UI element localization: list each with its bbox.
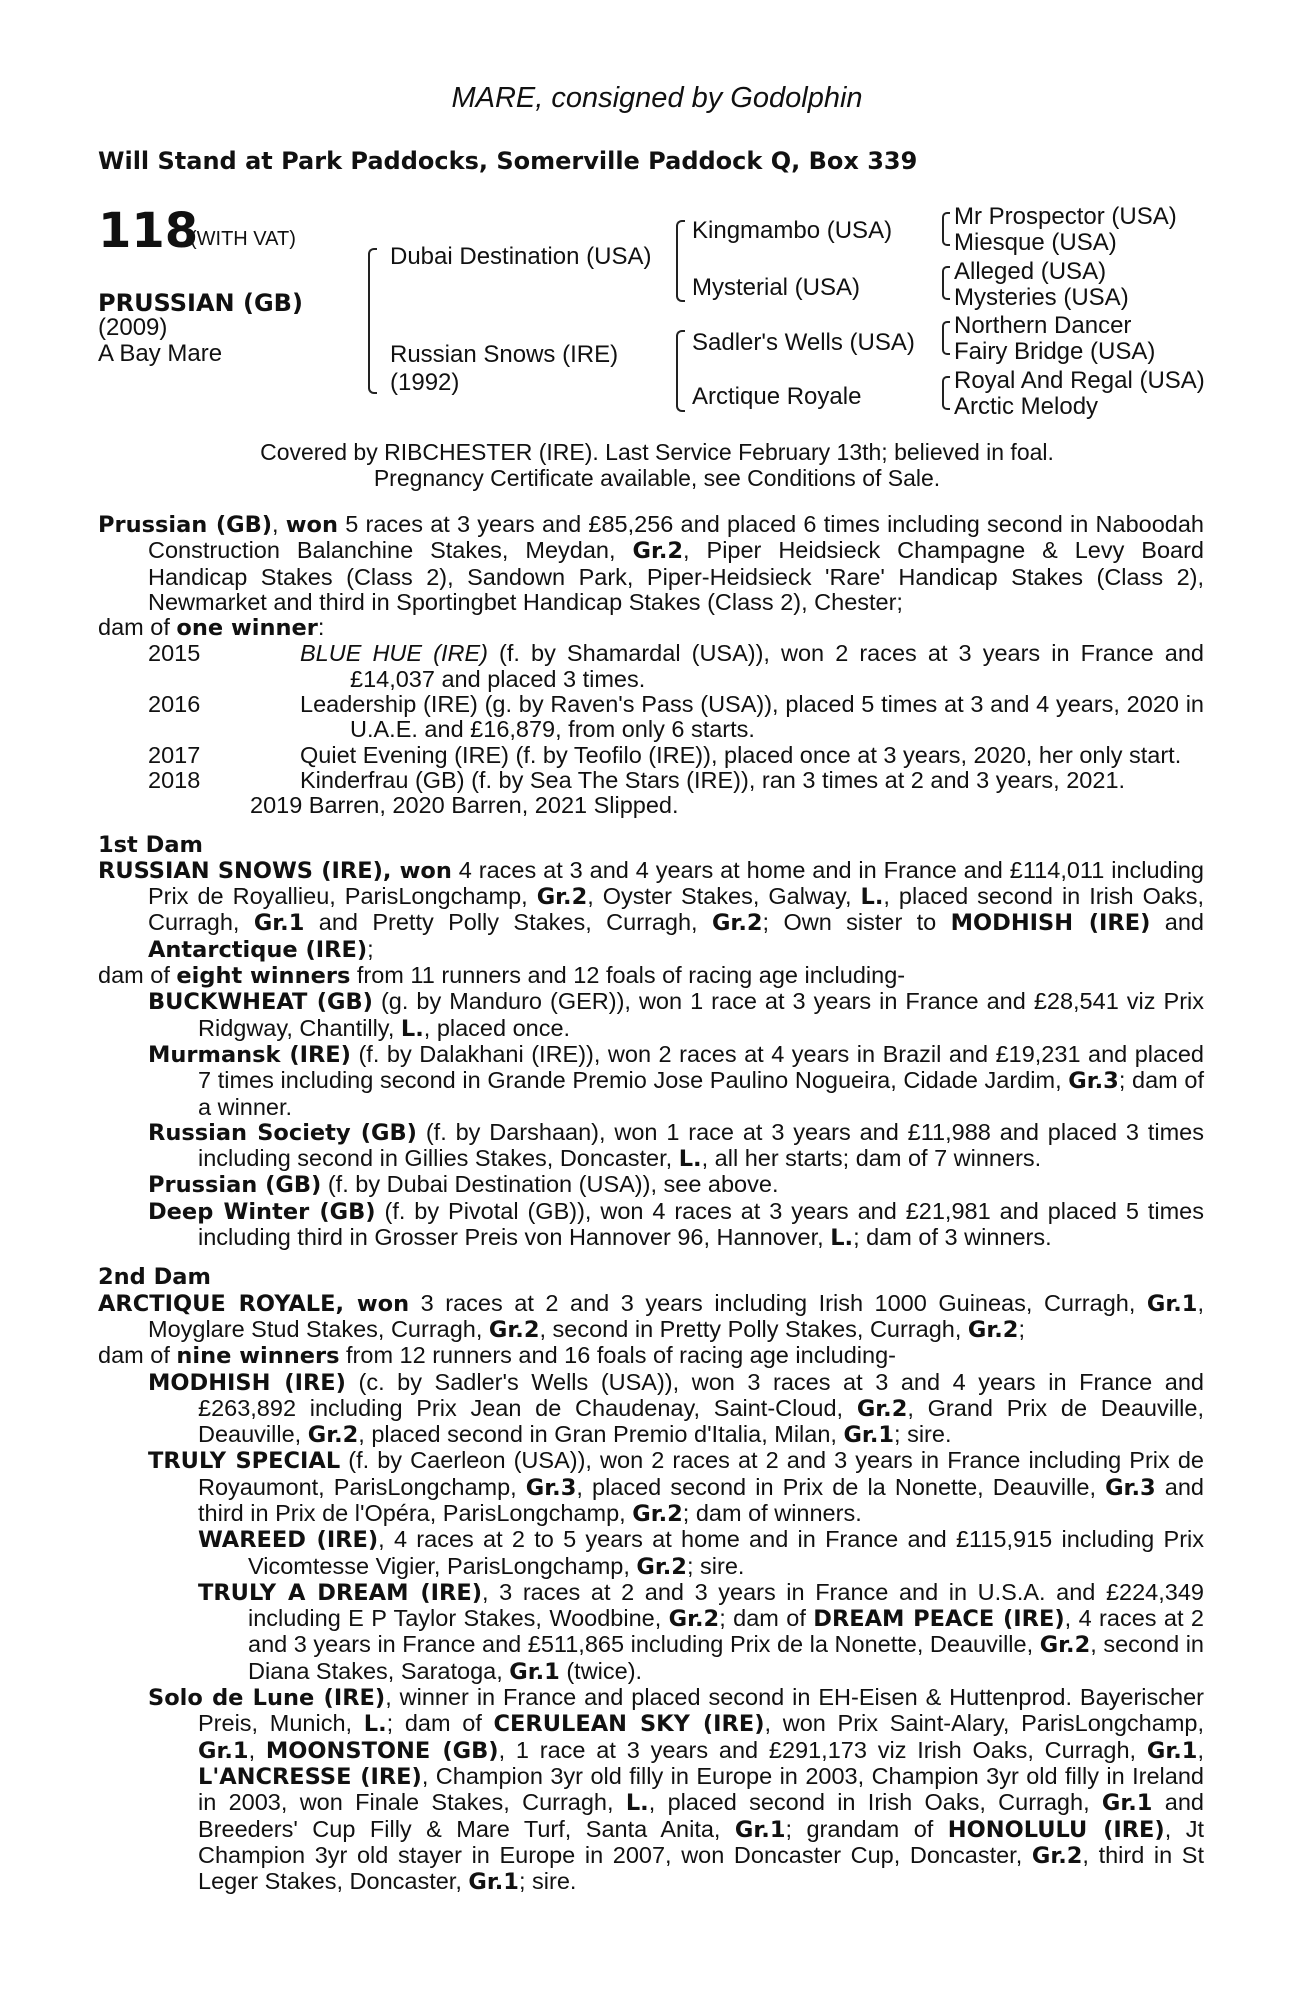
pedigree-dds: Royal And Regal (USA) — [954, 367, 1205, 394]
first-dam-produce: Prussian (GB) (f. by Dubai Destination (USA)), see above. — [148, 1171, 779, 1199]
pedigree-dss: Northern Dancer — [954, 312, 1132, 339]
pedigree-dam-dam: Arctique Royale — [692, 383, 862, 410]
pedigree-dam-sire: Sadler's Wells (USA) — [692, 329, 915, 356]
pregnancy-line: Pregnancy Certificate available, see Conditions of Sale. — [373, 465, 941, 491]
pedigree-brace — [676, 330, 685, 412]
second-dam-dam-of: dam of nine winners from 12 runners and 16 foals of racing age including- — [98, 1342, 896, 1370]
produce-row: 2018 Kinderfrau (GB) (f. by Sea The Stars (IRE)), ran 3 times at 2 and 3 years, 2021. — [148, 766, 1126, 793]
first-dam-produce: BUCKWHEAT (GB) (g. by Manduro (GER)), won 1 race at 3 years in France and £28,541 viz Prix Ridgway, Chantilly, L., placed once. — [148, 988, 1204, 1042]
horse-record: Prussian (GB), won 5 races at 3 years and £85,256 and placed 6 times including second in Naboodah Construction Balanchine Stakes, Meydan, Gr.2, Piper Heidsieck Champagne & Levy Board Handicap Stakes (Class 2), Sandown Park, Piper-Heidsieck 'Rare' Handicap Stakes (Class 2), Newmarket and third in Sportingbet Handicap Stakes (Class 2), Chester; — [98, 511, 1205, 615]
second-dam-heading: 2nd Dam — [98, 1264, 211, 1291]
lot-number: 118 — [98, 203, 199, 259]
second-dam-record: ARCTIQUE ROYALE, won 3 races at 2 and 3 years including Irish 1000 Guineas, Curragh, Gr.1, Moyglare Stud Stakes, Curragh, Gr.2, second in Pretty Polly Stakes, Curragh, Gr.2; — [98, 1289, 1204, 1343]
pedigree-sire-dam: Mysterial (USA) — [692, 274, 861, 301]
first-dam-produce: Murmansk (IRE) (f. by Dalakhani (IRE)), won 2 races at 4 years in Brazil and £19,231 and placed 7 times including second in Grande Premio Jose Paulino Nogueira, Cidade Jardim, Gr.3; dam of a winner. — [148, 1040, 1204, 1120]
barren-note: 2019 Barren, 2020 Barren, 2021 Slipped. — [250, 792, 679, 819]
first-dam-heading: 1st Dam — [98, 831, 203, 858]
first-dam-produce: Russian Society (GB) (f. by Darshaan), won 1 race at 3 years and £11,988 and placed 3 times including second in Gillies Stakes, Doncaster, L., all her starts; dam of 7 winners. — [148, 1118, 1205, 1173]
pedigree-brace — [676, 220, 685, 302]
second-dam-produce: MODHISH (IRE) (c. by Sadler's Wells (USA)), won 3 races at 3 and 4 years in France and £263,892 including Prix Jean de Chaudenay, Saint-Cloud, Gr.2, Grand Prix de Deauville, Deauville, Gr.2, placed second in Gran Premio d'Italia, Milan, Gr.1; sire. — [148, 1368, 1205, 1449]
horse-year: (2009) — [98, 314, 168, 341]
stand-location: Will Stand at Park Paddocks, Somerville Paddock Q, Box 339 — [98, 147, 918, 175]
third-generation-produce: TRULY A DREAM (IRE), 3 races at 2 and 3 years in France and in U.S.A. and £224,349 including E P Taylor Stakes, Woodbine, Gr.2; dam of DREAM PEACE (IRE), 4 races at 2 and 3 years in France and £511,865 including Prix de la Nonette, Deauville, Gr.2, second in Diana Stakes, Saratoga, Gr.1 (twice). — [198, 1578, 1204, 1685]
horse-description: A Bay Mare — [98, 340, 223, 367]
produce-row: 2017 Quiet Evening (IRE) (f. by Teofilo (IRE)), placed once at 3 years, 2020, her only start. — [148, 741, 1182, 768]
covered-line: Covered by RIBCHESTER (IRE). Last Service February 13th; believed in foal. — [260, 439, 1054, 465]
pedigree-dam: Russian Snows (IRE) — [390, 341, 619, 368]
pedigree-ddd: Arctic Melody — [954, 393, 1099, 420]
first-dam-record: RUSSIAN SNOWS (IRE), won 4 races at 3 and 4 years at home and in France and £114,011 including Prix de Royallieu, ParisLongchamp, Gr.2, Oyster Stakes, Galway, L., placed second in Irish Oaks, Curragh, Gr.1 and Pretty Polly Stakes, Curragh, Gr.2; Own sister to MODHISH (IRE) and Antarctique (IRE); — [98, 856, 1204, 963]
catalogue-body — [98, 512, 1204, 1895]
page-title: MARE, consigned by Godolphin — [451, 82, 863, 114]
pedigree-sss: Mr Prospector (USA) — [954, 203, 1177, 230]
produce-row: 2015 BLUE HUE (IRE) (f. by Shamardal (USA)), won 2 races at 3 years in France and £14,037 and placed 3 times. — [148, 640, 1205, 692]
pedigree-sds: Alleged (USA) — [954, 258, 1107, 285]
horse-dam-of: dam of one winner: — [98, 614, 325, 642]
second-dam-produce: Solo de Lune (IRE), winner in France and placed second in EH-Eisen & Huttenprod. Bayerischer Preis, Munich, L.; dam of CERULEAN SKY (IRE), won Prix Saint-Alary, ParisLongchamp, Gr.1, MOONSTONE (GB), 1 race at 3 years and £291,173 viz Irish Oaks, Curragh, Gr.1, L'ANCRESSE (IRE), Champion 3yr old filly in Europe in 2003, Champion 3yr old filly in Ireland in 2003, won Finale Stakes, Curragh, L., placed second in Irish Oaks, Curragh, Gr.1 and Breeders' Cup Filly & Mare Turf, Santa Anita, Gr.1; grandam of HONOLULU (IRE), Jt Champion 3yr old stayer in Europe in 2007, won Doncaster Cup, Doncaster, Gr.2, third in St Leger Stakes, Doncaster, Gr.1; sire. — [148, 1684, 1205, 1896]
third-generation-produce: WAREED (IRE), 4 races at 2 to 5 years at home and in France and £115,915 including Prix Vicomtesse Vigier, ParisLongchamp, Gr.2; sire. — [198, 1526, 1204, 1580]
pedigree-brace — [942, 321, 950, 355]
pedigree-dsd: Fairy Bridge (USA) — [954, 338, 1156, 365]
horse-record-name: Prussian (GB) — [98, 512, 273, 538]
first-dam-dam-of: dam of eight winners from 11 runners and 12 foals of racing age including- — [98, 962, 906, 990]
pedigree-sire: Dubai Destination (USA) — [390, 243, 652, 270]
second-dam-produce: TRULY SPECIAL (f. by Caerleon (USA)), won 2 races at 2 and 3 years in France including Prix de Royaumont, ParisLongchamp, Gr.3, placed second in Prix de la Nonette, Deauville, Gr.3 and third in Prix de l'Opéra, ParisLongchamp, Gr.2; dam of winners. — [148, 1447, 1204, 1527]
pedigree-dam-year: (1992) — [390, 369, 460, 396]
pedigree-brace — [368, 248, 377, 394]
pedigree-brace — [942, 266, 950, 300]
pedigree-brace — [942, 376, 950, 410]
horse-name: PRUSSIAN (GB) — [98, 289, 303, 317]
pedigree-sdd: Mysteries (USA) — [954, 284, 1129, 311]
pedigree-brace — [942, 212, 950, 246]
vat-note: (WITH VAT) — [190, 228, 296, 250]
pedigree-sire-sire: Kingmambo (USA) — [692, 217, 893, 244]
first-dam-produce: Deep Winter (GB) (f. by Pivotal (GB)), won 4 races at 3 years and £21,981 and placed 5 times including third in Grosser Preis von Hannover 96, Hannover, L.; dam of 3 winners. — [148, 1197, 1204, 1252]
produce-row: 2016 Leadership (IRE) (g. by Raven's Pass (USA)), placed 5 times at 3 and 4 years, 2020 in U.A.E. and £16,879, from only 6 starts. — [148, 691, 1205, 743]
pedigree-ssd: Miesque (USA) — [954, 229, 1117, 256]
